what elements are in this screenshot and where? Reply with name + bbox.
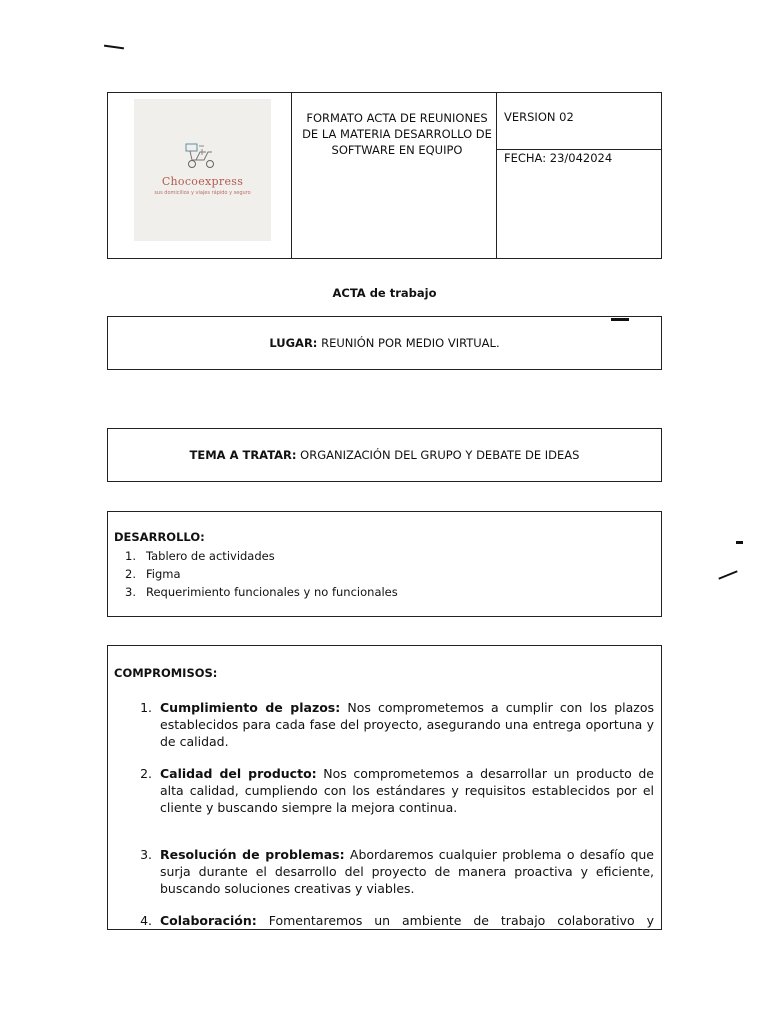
list-number: 1. <box>125 549 136 563</box>
list-text: Requerimiento funcionales y no funcionales <box>146 585 398 599</box>
item-text: Fomentaremos un ambiente de trabajo colaborativo y <box>256 913 654 928</box>
document-title: ACTA de trabajo <box>332 286 437 300</box>
tema-value: ORGANIZACIÓN DEL GRUPO Y DEBATE DE IDEAS <box>296 448 580 462</box>
item-lead: Colaboración: <box>160 913 257 928</box>
list-item <box>132 699 654 750</box>
lugar-label: LUGAR: <box>269 336 318 350</box>
lugar-line <box>108 336 661 350</box>
item-text: Abordaremos cualquier problema o desafío que surja durante el desarrollo del proyecto de manera proactiva y eficiente, buscando soluciones creativas y viables. <box>160 847 654 896</box>
list-item <box>114 547 398 565</box>
logo-brand: Chocoexpress <box>161 175 244 188</box>
list-number: 2. <box>125 567 136 581</box>
scooter-icon <box>182 142 222 172</box>
list-item <box>132 765 654 816</box>
version-label: VERSION 02 <box>504 110 574 124</box>
item-lead: Calidad del producto: <box>160 766 317 781</box>
item-text: Nos comprometemos a desarrollar un producto de alta calidad, cumpliendo con los estándares y requisitos establecidos por el cliente y buscando siempre la mejora continua. <box>160 766 654 815</box>
list-number: 3. <box>125 585 136 599</box>
logo-tagline: sus domicilios y viajes rápido y seguro <box>154 190 251 196</box>
list-item <box>114 583 398 601</box>
lugar-box <box>107 316 662 370</box>
company-logo <box>134 99 271 241</box>
scan-mark <box>718 570 737 579</box>
list-number: 2. <box>140 766 152 781</box>
list-number: 3. <box>140 847 152 862</box>
list-item <box>132 912 654 929</box>
list-text: Tablero de actividades <box>146 549 275 563</box>
format-title: FORMATO ACTA DE REUNIONES DE LA MATERIA DESARROLLO DE SOFTWARE EN EQUIPO <box>302 111 492 157</box>
tema-line <box>108 448 661 462</box>
tema-label: TEMA A TRATAR: <box>189 448 297 462</box>
header-table <box>107 92 662 259</box>
compromisos-box <box>107 645 662 930</box>
compromisos-title: COMPROMISOS: <box>114 666 218 680</box>
item-text: Nos comprometemos a cumplir con los plazos establecidos para cada fase del proyecto, asegurando una entrega oportuna y de calidad. <box>160 700 655 749</box>
row-divider <box>496 149 661 150</box>
date-label: FECHA: 23/042024 <box>504 151 613 165</box>
list-text: Figma <box>146 567 181 581</box>
column-divider <box>291 93 292 258</box>
desarrollo-box <box>107 511 662 617</box>
desarrollo-title: DESARROLLO: <box>114 530 205 544</box>
list-item <box>114 565 398 583</box>
list-number: 1. <box>140 700 152 715</box>
item-lead: Resolución de problemas: <box>160 847 345 862</box>
tema-box <box>107 428 662 482</box>
desarrollo-list <box>114 547 398 601</box>
lugar-value: REUNIÓN POR MEDIO VIRTUAL. <box>317 336 500 350</box>
item-lead: Cumplimiento de plazos: <box>160 700 341 715</box>
list-item <box>132 846 654 897</box>
scan-mark <box>104 45 124 50</box>
list-number: 4. <box>140 913 152 928</box>
scan-mark <box>736 541 743 544</box>
